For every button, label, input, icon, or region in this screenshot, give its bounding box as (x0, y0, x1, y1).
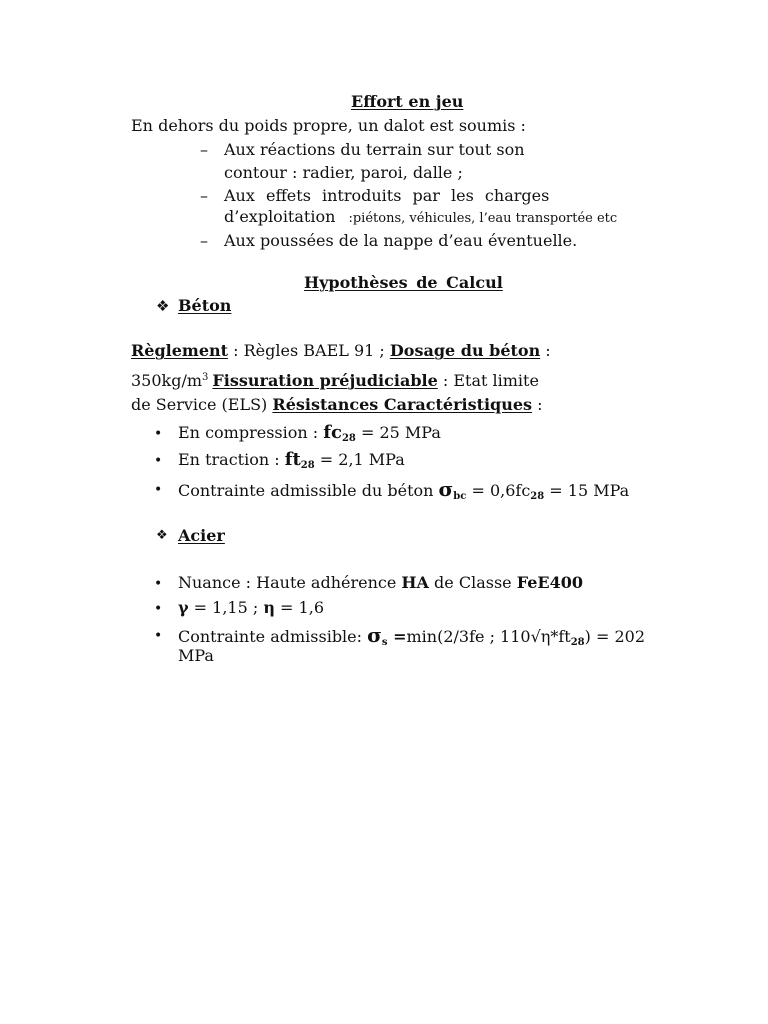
section-title-effort: Effort en jeu (351, 92, 464, 111)
dash-marker: – (200, 140, 208, 159)
reglement-label: Règlement (131, 341, 229, 360)
effort-item-3-line1: Aux poussées de la nappe d’eau éventuelle. (224, 231, 578, 250)
fc-subscript: 28 (341, 433, 356, 444)
traction-value: = 2,1 MPa (314, 450, 405, 469)
reglement-value: : Règles BAEL 91 ; (228, 341, 390, 360)
dosage-sup: 3 (202, 372, 209, 383)
subsection-title-beton: Béton (178, 296, 232, 315)
service-text: de Service (ELS) (131, 395, 273, 414)
dosage-colon: : (540, 341, 551, 360)
service-line (131, 395, 543, 415)
contrainte-acier-end: ) = 202 (584, 627, 645, 646)
sigma-symbol: σ (438, 477, 454, 501)
reglement-line (131, 341, 551, 361)
sigma-bc-subscript: bc (453, 491, 467, 502)
contrainte-acier-formula: min(2/3fe ; 110√η*ft (406, 627, 571, 646)
nuance-item (178, 573, 583, 593)
nuance-label: Nuance : Haute adhérence (178, 573, 402, 592)
coefficients-item (178, 598, 324, 618)
subsection-title-acier: Acier (178, 526, 225, 545)
resistances-colon: : (532, 395, 543, 414)
ft-subscript: 28 (300, 460, 315, 471)
contrainte-beton-value: = 15 MPa (544, 481, 630, 500)
bullet-marker: • (154, 426, 163, 442)
bullet-marker: • (154, 482, 163, 498)
dash-marker: – (200, 186, 208, 205)
dosage-label: Dosage du béton (389, 341, 541, 360)
bullet-marker: • (154, 601, 163, 617)
effort-item-1-line2: contour : radier, paroi, dalle ; (224, 163, 463, 182)
effort-intro: En dehors du poids propre, un dalot est soumis : (131, 116, 526, 135)
contrainte-acier-item (178, 625, 645, 653)
bullet-marker: • (154, 453, 163, 469)
gamma-value: = 1,15 ; (188, 598, 264, 617)
effort-item-2-text: d’exploitation (224, 207, 336, 226)
gamma-symbol: γ (178, 598, 189, 617)
sigma-s-subscript: s (381, 637, 388, 648)
diamond-bullet-icon: ❖ (156, 528, 168, 543)
resistances-label: Résistances Caractéristiques (272, 395, 533, 414)
bullet-marker: • (154, 576, 163, 592)
ft-symbol: ft (284, 449, 301, 470)
nuance-mid: de Classe (428, 573, 517, 592)
nuance-ha: HA (401, 573, 429, 592)
traction-label: En traction : (178, 450, 285, 469)
fissuration-label: Fissuration préjudiciable (212, 371, 438, 390)
ft28-subscript: 28 (570, 637, 585, 648)
dosage-line (131, 368, 539, 391)
fissuration-value: : Etat limite (437, 371, 539, 390)
contrainte-acier-unit: MPa (178, 646, 214, 665)
contrainte-beton-label: Contrainte admissible du béton (178, 481, 439, 500)
sigma-symbol: σ (367, 623, 382, 647)
diamond-bullet-icon: ❖ (156, 297, 170, 315)
compression-value: = 25 MPa (355, 423, 441, 442)
bullet-marker: • (154, 628, 163, 644)
contrainte-acier-eq: = (387, 627, 407, 646)
eta-symbol: η (263, 598, 275, 617)
compression-label: En compression : (178, 423, 324, 442)
dosage-value: 350kg/m (131, 371, 203, 390)
traction-item (178, 450, 405, 476)
eta-value: = 1,6 (274, 598, 324, 617)
section-title-hypotheses: Hypothèses de Calcul (304, 273, 503, 292)
contrainte-acier-label: Contrainte admissible: (178, 627, 368, 646)
compression-item (178, 423, 441, 449)
fc-symbol: fc (323, 422, 342, 443)
contrainte-beton-mid: = 0,6fc (466, 481, 531, 500)
nuance-class: FeE400 (516, 573, 583, 592)
contrainte-beton-item (178, 479, 629, 507)
effort-item-1-line1: Aux réactions du terrain sur tout son (224, 140, 525, 159)
effort-item-2-line2 (224, 207, 617, 229)
fc28-subscript: 28 (530, 491, 545, 502)
effort-item-2-detail: :piétons, véhicules, l’eau transportée etc (348, 211, 618, 226)
dash-marker: – (200, 231, 208, 250)
effort-item-2-line1: Aux effets introduits par les charges (224, 186, 550, 205)
